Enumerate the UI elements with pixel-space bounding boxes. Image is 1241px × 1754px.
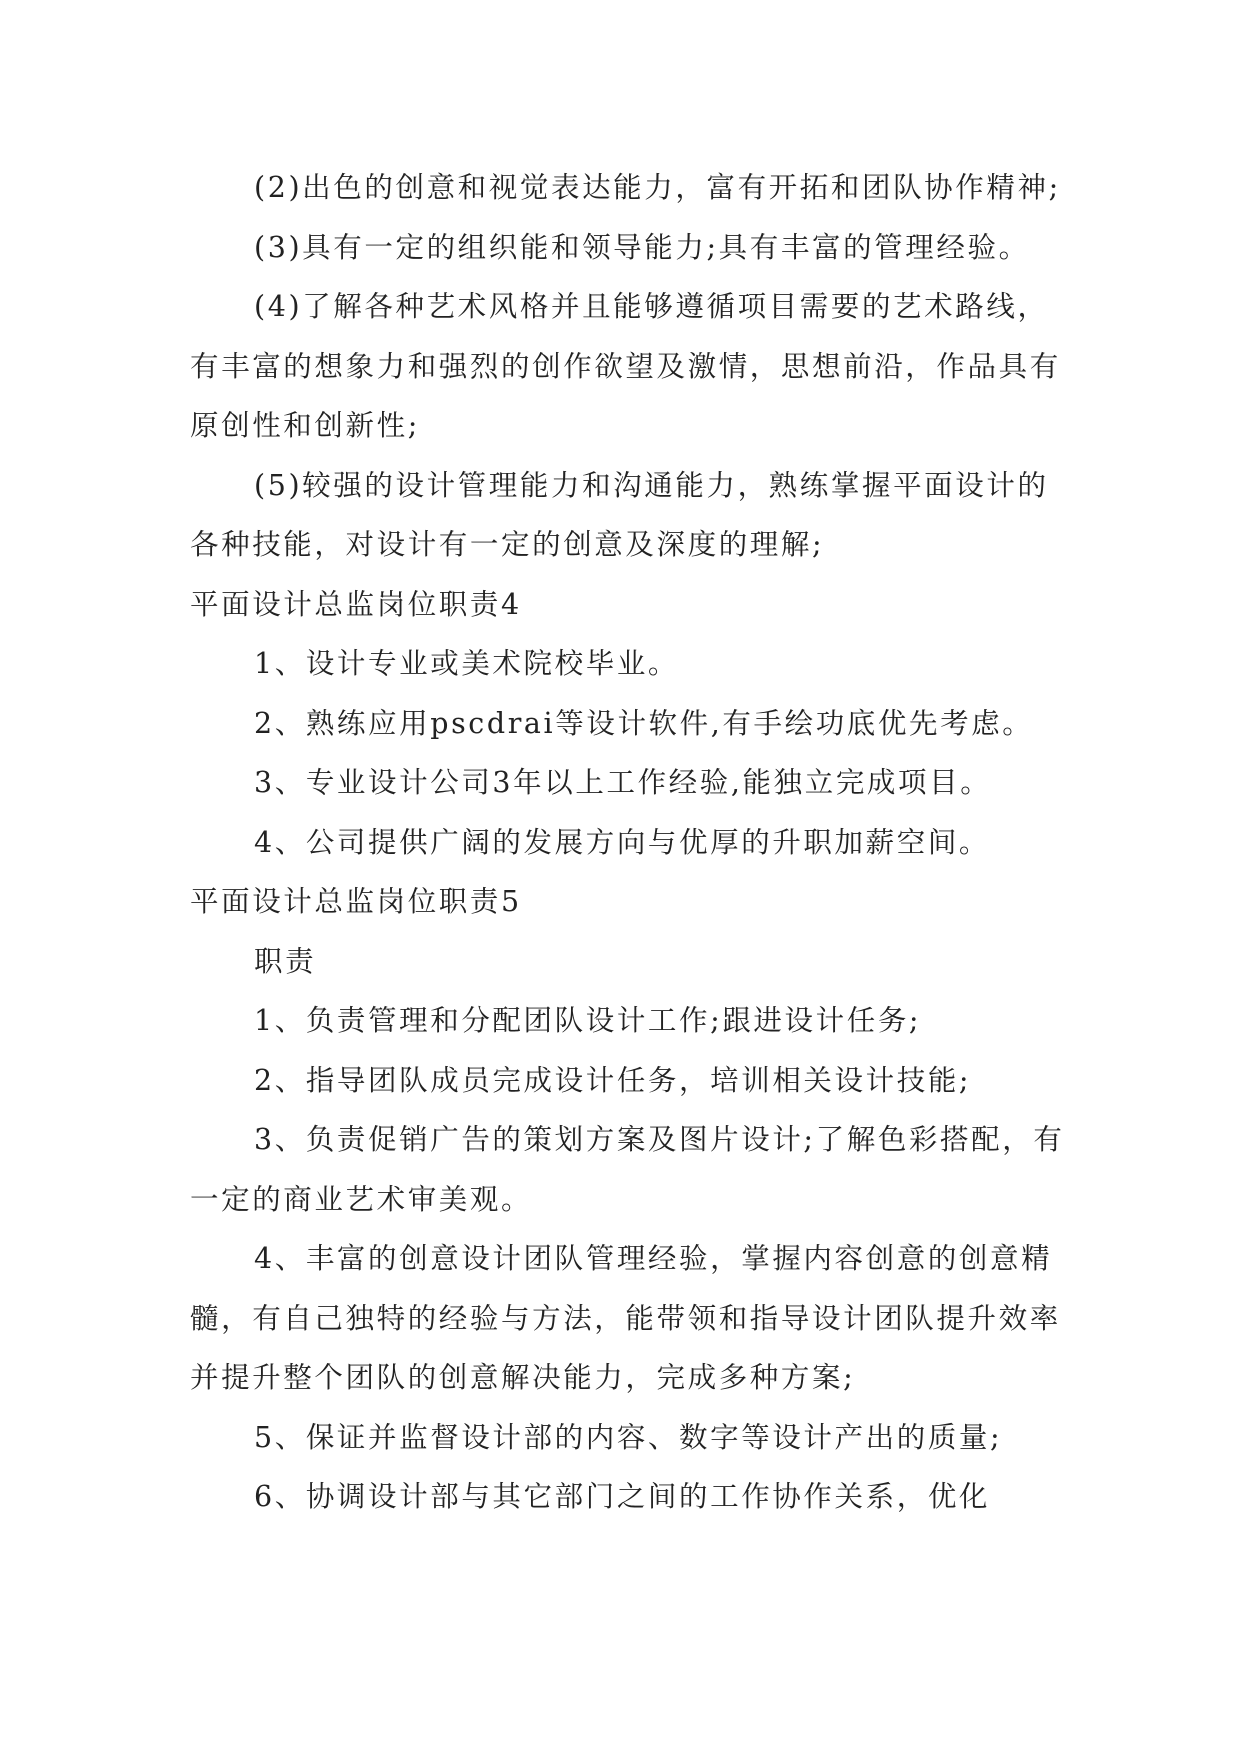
paragraph-item-5-4: 4、丰富的创意设计团队管理经验，掌握内容创意的创意精髓，有自己独特的经验与方法，能带领和指导设计团队提升效率并提升整个团队的创意解决能力，完成多种方案; — [190, 1242, 1061, 1394]
paragraph-item-4-4: 4、公司提供广阔的发展方向与优厚的升职加薪空间。 — [254, 825, 991, 859]
paragraph-item-5-3: 3、负责促销广告的策划方案及图片设计;了解色彩搭配，有一定的商业艺术审美观。 — [190, 1123, 1065, 1216]
paragraph-item-4-1: 1、设计专业或美术院校毕业。 — [254, 647, 680, 680]
document-body — [190, 158, 1070, 1527]
paragraph-item-5-2: 2、指导团队成员完成设计任务，培训相关设计技能; — [254, 1063, 972, 1097]
paragraph-requirement-5: (5)较强的设计管理能力和沟通能力，熟练掌握平面设计的各种技能，对设计有一定的创意及深度的理解; — [190, 468, 1049, 561]
paragraph-item-5-1: 1、负责管理和分配团队设计工作;跟进设计任务; — [254, 1004, 922, 1037]
paragraph-item-4-3: 3、专业设计公司3年以上工作经验,能独立完成项目。 — [254, 766, 992, 799]
subheading-duties: 职责 — [254, 944, 317, 978]
paragraph-item-5-5: 5、保证并监督设计部的内容、数字等设计产出的质量; — [254, 1420, 1003, 1454]
paragraph-requirement-4: (4)了解各种艺术风格并且能够遵循项目需要的艺术路线，有丰富的想象力和强烈的创作欲望及激情，思想前沿，作品具有原创性和创新性; — [190, 290, 1061, 442]
paragraph-item-5-6: 6、协调设计部与其它部门之间的工作协作关系，优化 — [254, 1480, 991, 1513]
paragraph-requirement-2: (2)出色的创意和视觉表达能力，富有开拓和团队协作精神; — [254, 171, 1061, 204]
paragraph-item-4-2: 2、熟练应用pscdrai等设计软件,有手绘功底优先考虑。 — [254, 706, 1034, 740]
section-heading-5: 平面设计总监岗位职责5 — [190, 885, 522, 918]
paragraph-requirement-3: (3)具有一定的组织能和领导能力;具有丰富的管理经验。 — [254, 230, 1030, 264]
section-heading-4: 平面设计总监岗位职责4 — [190, 587, 522, 621]
